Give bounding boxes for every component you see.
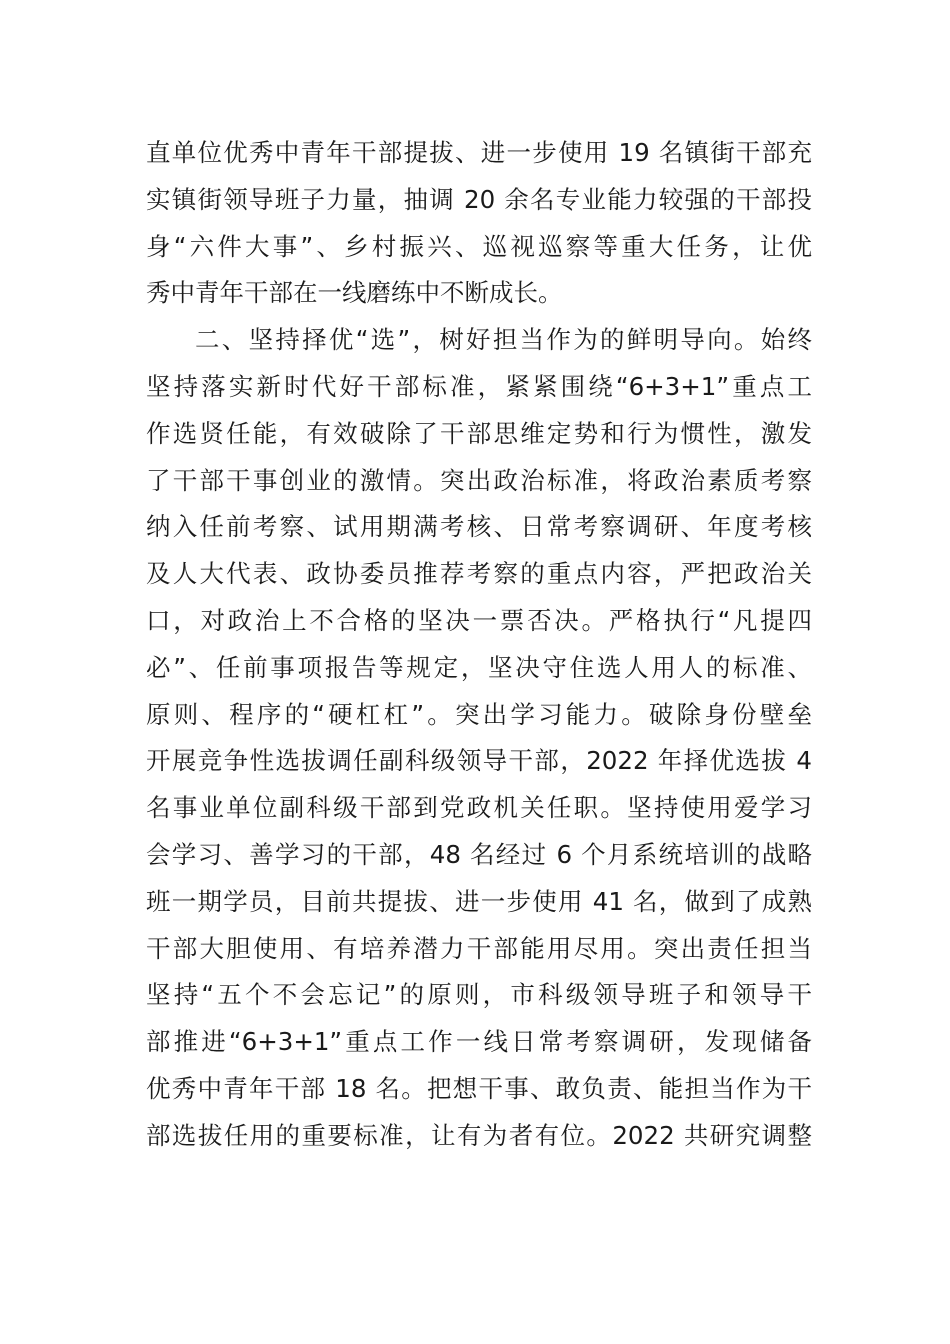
text-line-7: 作选贤任能，有效破除了干部思维定势和行为惯性，激发 (146, 418, 812, 448)
text-line-17: 班一期学员，目前共提拔、进一步使用 41 名，做到了成熟 (146, 886, 812, 916)
text-line-13: 原则、程序的“硬杠杠”。突出学习能力。破除身份壁垒 (146, 699, 812, 729)
text-line-1: 直单位优秀中青年干部提拔、进一步使用 19 名镇街干部充 (146, 138, 812, 167)
text-line-8: 了干部干事创业的激情。突出政治标准，将政治素质考察 (146, 465, 812, 495)
text-line-20: 部推进“6+3+1”重点工作一线日常考察调研，发现储备 (146, 1027, 812, 1057)
text-line-16: 会学习、善学习的干部，48 名经过 6 个月系统培训的战略 (146, 839, 812, 869)
text-line-18: 干部大胆使用、有培养潜力干部能用尽用。突出责任担当 (146, 933, 812, 963)
text-line-9: 纳入任前考察、试用期满考核、日常考察调研、年度考核 (146, 512, 812, 542)
text-line-6: 坚持落实新时代好干部标准，紧紧围绕“6+3+1”重点工 (146, 371, 812, 401)
text-line-19: 坚持“五个不会忘记”的原则，市科级领导班子和领导干 (146, 980, 812, 1010)
text-line-4: 秀中青年干部在一线磨练中不断成长。 (146, 278, 563, 308)
text-line-22: 部选拔任用的重要标准，让有为者有位。2022 共研究调整 (146, 1120, 812, 1150)
section-heading-line: 二、坚持择优“选”，树好担当作为的鲜明导向。始终 (195, 325, 812, 355)
text-line-15: 名事业单位副科级干部到党政机关任职。坚持使用爱学习 (146, 793, 812, 823)
text-line-14: 开展竞争性选拔调任副科级领导干部，2022 年择优选拔 4 (146, 746, 812, 776)
document-body (146, 130, 812, 1160)
text-line-3: 身“六件大事”、乡村振兴、巡视巡察等重大任务，让优 (146, 231, 812, 261)
text-line-21: 优秀中青年干部 18 名。把想干事、敢负责、能担当作为干 (146, 1073, 812, 1103)
text-line-12: 必”、任前事项报告等规定，坚决守住选人用人的标准、 (146, 652, 812, 682)
text-line-10: 及人大代表、政协委员推荐考察的重点内容，严把政治关 (146, 559, 812, 589)
text-line-11: 口，对政治上不合格的坚决一票否决。严格执行“凡提四 (146, 605, 812, 635)
text-line-2: 实镇街领导班子力量，抽调 20 余名专业能力较强的干部投 (146, 184, 812, 214)
